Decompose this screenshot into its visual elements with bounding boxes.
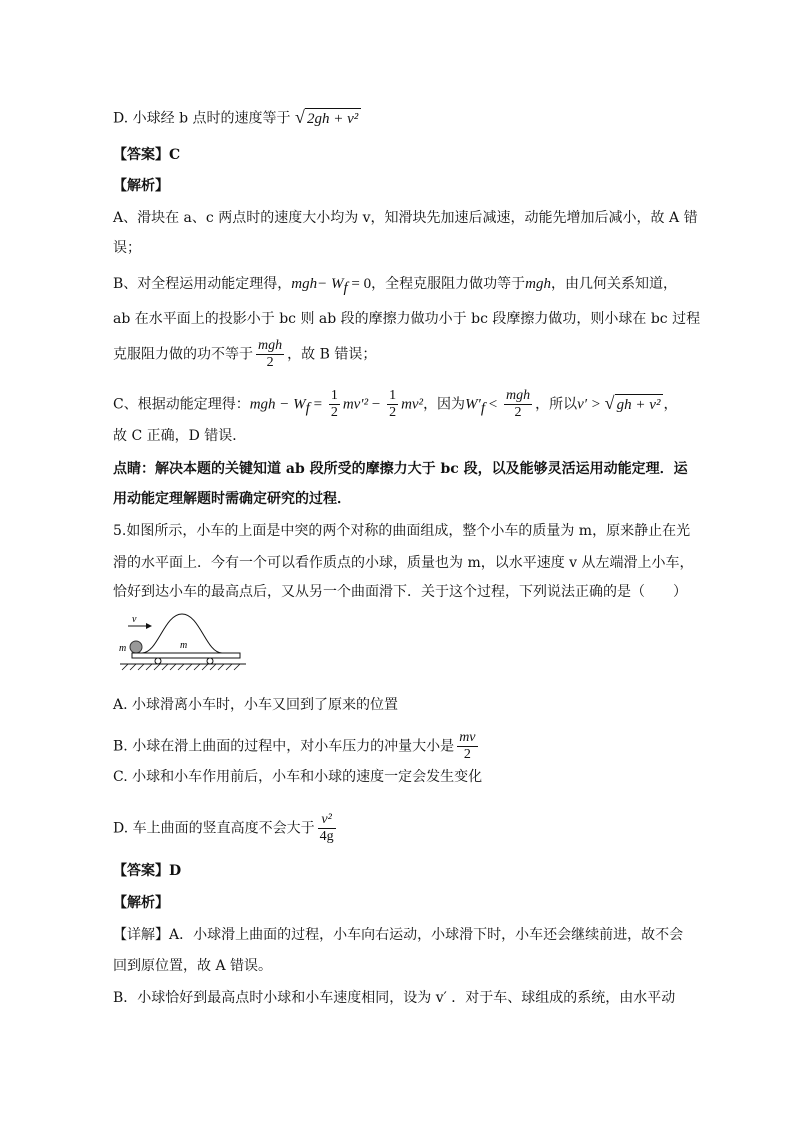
option-b: B. 小球在滑上曲面的过程中，对小车压力的冲量大小是 $\frac{mv}{2}$ bbox=[113, 730, 476, 762]
question-5-line2: 滑的水平面上．今有一个可以看作质点的小球，质量也为 m，以水平速度 v 从左端滑上小车， bbox=[113, 555, 694, 571]
fraction: $\frac{\text{mgh}}{2}$ bbox=[258, 338, 283, 370]
analysis-4-heading: 【解析】 bbox=[113, 178, 169, 194]
analysis-a-line2: 误； bbox=[113, 240, 141, 256]
analysis-5-heading: 【解析】 bbox=[113, 895, 169, 911]
detail-line2: 回到原位置，故 A 错误。 bbox=[113, 958, 273, 974]
velocity-label: v bbox=[132, 614, 137, 625]
option-d-prev-text: D. 小球经 b 点时的速度等于 bbox=[113, 110, 291, 127]
analysis-a-line1: A、滑块在 a、c 两点时的速度大小均为 v，知滑块先加速后减速，动能先增加后减小，故 A 错 bbox=[113, 210, 698, 226]
analysis-c-line2: 故 C 正确，D 错误． bbox=[113, 428, 247, 444]
option-a: A. 小球滑离小车时，小车又回到了原来的位置 bbox=[113, 697, 399, 713]
option-c: C. 小球和小车作用前后，小车和小球的速度一定会发生变化 bbox=[113, 769, 483, 785]
analysis-b-line3: 克服阻力做的功不等于 $\frac{\text{mgh}}{2}$ ，故 B 错误； bbox=[113, 338, 377, 370]
analysis-b-line1: B、对全程运用动能定理得，$mgh- W_f = 0$，全程克服阻力做功等于mgh，由几何关系知道， bbox=[113, 276, 677, 296]
analysis-c-line1: C、根据动能定理得：mgh − $W_f$ = $\frac{1}{2}$ mv′² − $\frac{1}{2}$ mv²，因为$W'_f$ < $\frac{\text{mgh}}{2}$ ，所以v′ > √ gh + v² ， bbox=[113, 388, 678, 420]
detail-line1: 【详解】A．小球滑上曲面的过程，小车向右运动，小球滑下时，小车还会继续前进，故不会 bbox=[113, 927, 684, 943]
cart-ball-figure bbox=[118, 612, 248, 678]
cart-wheel-left bbox=[155, 658, 161, 664]
option-d: D. 车上曲面的竖直高度不会大于 $\frac{\text{v²}}{4g}$ bbox=[113, 812, 334, 844]
question-5-line1: 5.如图所示，小车的上面是中突的两个对称的曲面组成，整个小车的质量为 m，原来静止在光 bbox=[113, 523, 691, 539]
ground-hatching bbox=[122, 664, 240, 670]
tip-line1: 点睛：解决本题的关键知道 ab 段所受的摩擦力大于 bc 段，以及能够灵活运用动能定理．运 bbox=[113, 461, 688, 477]
analysis-b-line2: ab 在水平面上的投影小于 bc 则 ab 段的摩擦力做功小于 bc 段摩擦力做功，则小球在 bc 过程 bbox=[113, 311, 701, 327]
answer-4: 【答案】C bbox=[113, 147, 181, 163]
cart-body bbox=[132, 653, 240, 658]
cart-wheel-right bbox=[207, 658, 213, 664]
question-5-line3: 恰好到达小车的最高点后，又从另一个曲面滑下．关于这个过程，下列说法正确的是（ ） bbox=[113, 584, 687, 600]
answer-5: 【答案】D bbox=[113, 863, 182, 879]
cart-ball-diagram bbox=[118, 612, 248, 674]
ball-mass-label: m bbox=[119, 643, 127, 654]
sqrt-expression: √ 2gh + v² bbox=[295, 108, 361, 129]
detail-line3: B．小球恰好到最高点时小球和小车速度相同，设为 v′ ．对于车、球组成的系统，由水平动 bbox=[113, 990, 676, 1006]
velocity-arrowhead bbox=[146, 623, 152, 629]
ball bbox=[130, 641, 142, 653]
tip-line2: 用动能定理解题时需确定研究的过程． bbox=[113, 491, 351, 507]
option-d-prev bbox=[113, 108, 361, 129]
cart-mass-label: m bbox=[180, 640, 188, 651]
